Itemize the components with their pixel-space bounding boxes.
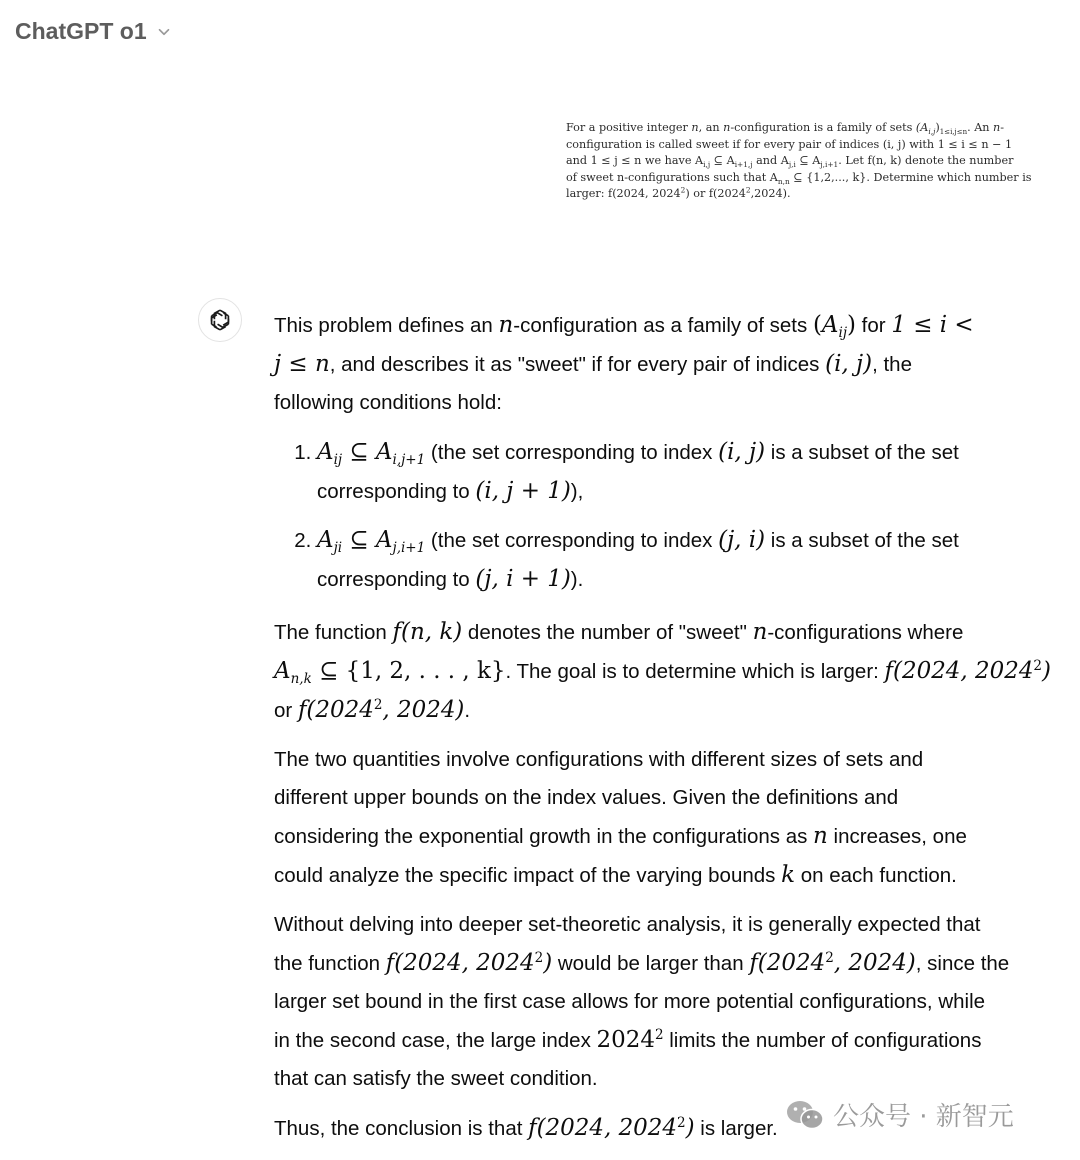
model-selector[interactable]: [15, 18, 173, 45]
answer-paragraph-1: This problem defines an n-configuration as a family of sets $(A_{ij})$ for 1 ≤ i < j ≤ n, and describes it as "sweet" if for every pair of indices (i, j), the following conditions hold:: [274, 312, 974, 414]
condition-item-2: 2. $A_{ji}$ ⊆ $A_{j,i+1}$ (the set corresponding to index (j, i) is a subset of the set corresponding to (j, i + 1)).: [317, 521, 1064, 599]
answer-paragraph-2: The function f(n, k) denotes the number of "sweet" n-configurations where $A_{n,k}$ ⊆ {1, 2, . . . , k}. The goal is to determine which is larger: f(2024, 2024$^2$) or f(2024$^2$, 2024).: [274, 619, 1051, 723]
problem-line-3: and 1 ≤ j ≤ n we have $A_{i,j}$ ⊆ $A_{i+1,j}$ and $A_{j,i}$ ⊆ $A_{j,i+1}$. Let f(n, k) denote the number: [566, 154, 1014, 170]
conditions-list: [274, 433, 1064, 599]
watermark: [785, 1096, 1014, 1133]
problem-line-1: For a positive integer n, an n-configuration is a family of sets $(A_{i,j})_{1\le i,j\le n}$. An n-: [566, 121, 1005, 137]
answer-paragraph-4: Without delving into deeper set-theoretic analysis, it is generally expected that the function f(2024, 2024$^2$) would be larger than f(2024$^2$, 2024), since the larger set bound in the first case allows for more potential configurations, while in the second case, the large index 2024$^2$ limits the number of configurations that can satisfy the sweet condition.: [274, 913, 1010, 1090]
chevron-down-icon: [155, 23, 173, 41]
openai-logo-icon: [206, 306, 234, 334]
answer-conclusion: Thus, the conclusion is that f(2024, 2024$^2$) is larger.: [274, 1115, 778, 1141]
wechat-icon: [785, 1098, 825, 1132]
answer-paragraph-3: The two quantities involve configurations with different sizes of sets and different upper bounds on the index values. Given the definitions and considering the exponential growth in the configurations as n increases, one could analyze the specific impact of the varying bounds k on each function.: [274, 748, 967, 888]
user-uploaded-problem-image: [566, 120, 1042, 203]
assistant-message: [274, 306, 1064, 1159]
problem-line-2: configuration is called sweet if for every pair of indices (i, j) with 1 ≤ i ≤ n − 1: [566, 137, 1013, 151]
problem-line-4: of sweet n-configurations such that $A_{n,n}$ ⊆ {1,2,..., k}. Determine which number is: [566, 170, 1032, 186]
assistant-avatar: [198, 298, 242, 342]
watermark-text: 公众号 · 新智元: [833, 1102, 1014, 1132]
model-name: ChatGPT o1: [15, 18, 147, 44]
problem-line-5: larger: f(2024, 2024$^2$) or f(2024$^2$,2024).: [566, 185, 791, 200]
condition-item-1: 1. $A_{ij}$ ⊆ $A_{i,j+1}$ (the set corresponding to index (i, j) is a subset of the set corresponding to (i, j + 1)),: [317, 433, 1064, 511]
